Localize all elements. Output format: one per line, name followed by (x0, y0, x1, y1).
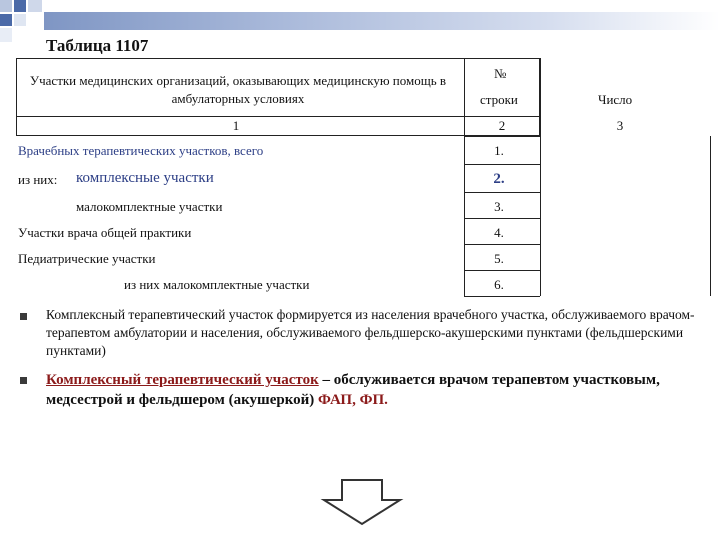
table-row-label: малокомплектные участки (76, 199, 223, 214)
table-row-label: Участки врача общей практики (18, 225, 192, 240)
page-title: Таблица 1107 (46, 36, 149, 55)
note-paragraph: Комплексный терапевтический участок формируется из населения врачебного участка, обслуживаемого врачом-терапевтом амбулатории и населения, обслуживаемого фельдшерско-акушерскими пунктами (фельдшерскими пунктами) (46, 307, 695, 358)
table-row-label: Педиатрические участки (18, 251, 156, 266)
table-row-prefix: из них: (18, 172, 58, 187)
column-number: 1 (232, 118, 240, 133)
corner-decoration (14, 14, 26, 26)
table-row-number: 6. (494, 277, 504, 292)
table-row-number: 2. (493, 171, 505, 187)
note-definition (46, 370, 706, 410)
note-term: Комплексный терапевтический участок (46, 372, 319, 388)
table-divider (464, 296, 540, 297)
note-text-end: ФАП, ФП. (314, 392, 388, 408)
corner-decoration (0, 0, 12, 12)
top-gradient-bar (44, 12, 720, 30)
column-header-sections: Участки медицинских организаций, оказывающих медицинскую помощь в амбулаторных условиях (29, 73, 447, 106)
note-text: – обслуживается врачом терапевтом участковым, медсестрой и фельдшером (акушеркой) (46, 372, 660, 408)
bullet-icon (20, 313, 27, 320)
table-row-label: из них малокомплектные участки (124, 277, 310, 292)
table-row-label: Врачебных терапевтических участков, всего (18, 143, 264, 158)
table-divider (16, 116, 540, 117)
column-number: 3 (616, 118, 624, 133)
table-divider (710, 136, 711, 296)
table-divider (464, 58, 465, 296)
table-divider (464, 164, 540, 165)
table-row-number: 4. (494, 225, 504, 240)
bullet-icon (20, 377, 27, 384)
table-divider (464, 270, 540, 271)
down-arrow-icon (320, 478, 404, 528)
table-divider (464, 192, 540, 193)
corner-decoration (14, 0, 26, 12)
table-row-label: комплексные участки (76, 170, 214, 186)
column-header-number-sign: № (494, 66, 507, 81)
column-number: 2 (498, 118, 506, 133)
column-header-count: Число (598, 92, 633, 107)
corner-decoration (0, 14, 12, 26)
table-row-number: 3. (494, 199, 504, 214)
table-row-number: 5. (494, 251, 504, 266)
table-divider (464, 218, 540, 219)
column-header-line: строки (480, 92, 518, 107)
corner-decoration (0, 28, 12, 42)
table-divider (464, 136, 540, 137)
table-divider (540, 58, 541, 296)
corner-decoration (28, 0, 42, 12)
table-divider (464, 244, 540, 245)
table-row-number: 1. (494, 143, 504, 158)
